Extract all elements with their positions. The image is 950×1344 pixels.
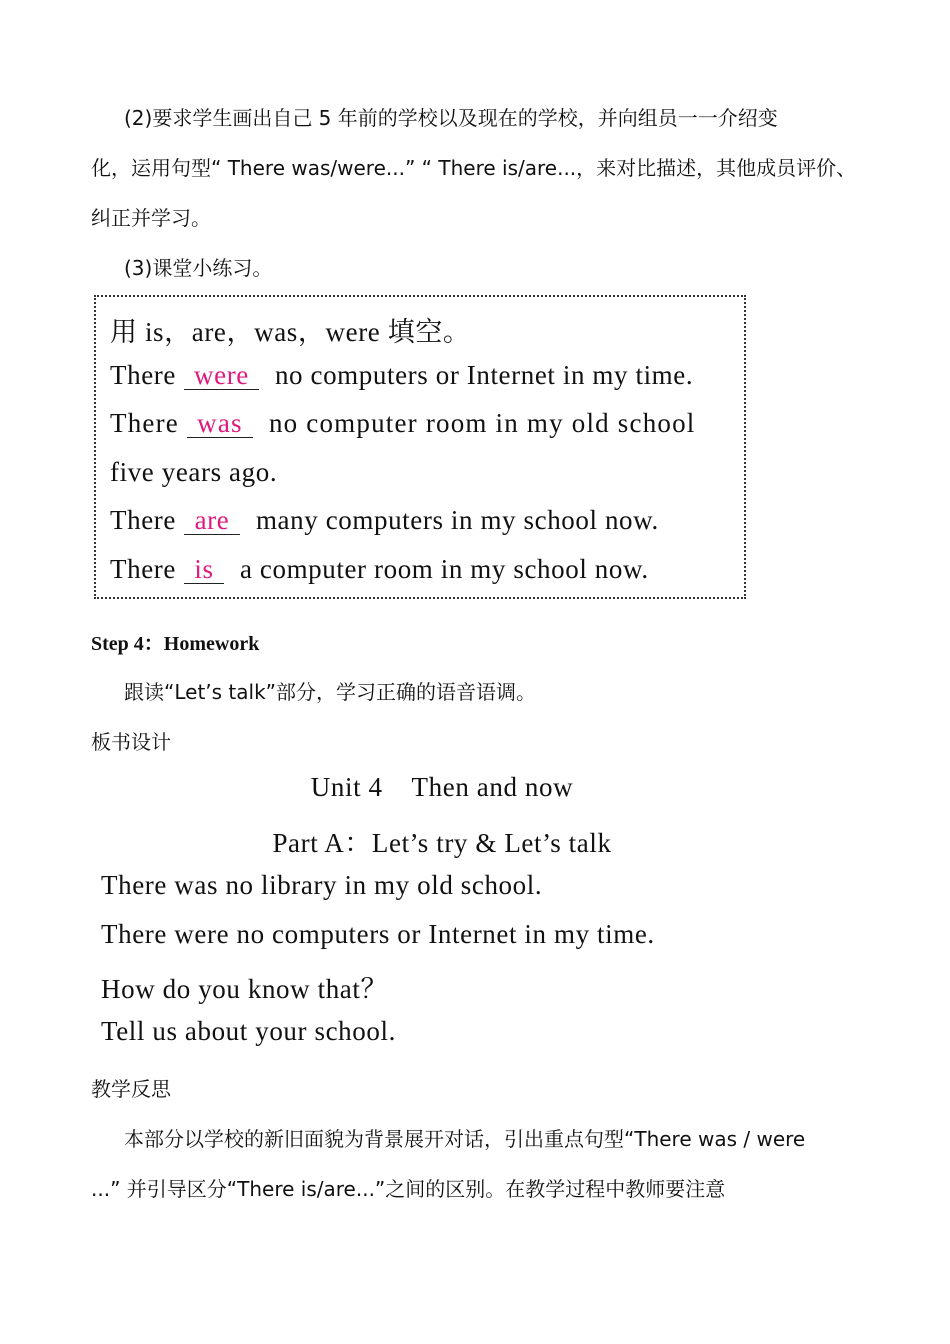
step2-line1: (2)要求学生画出自己 5 年前的学校以及现在的学校，并向组员一一介绍变 [124, 106, 778, 130]
answer-blank: was [187, 409, 253, 438]
board-heading: 板书设计 [91, 730, 171, 754]
exercise-item-2 [110, 408, 696, 439]
item-suffix: many computers in my school now. [255, 505, 659, 535]
reflection-line-2: ...” 并引导区分“There is/are...”之间的区别。在教学过程中教师要注意 [91, 1177, 726, 1201]
board-title-part: Part A：Let’s try & Let’s talk [272, 828, 612, 858]
exercise-item-1 [110, 360, 693, 391]
exercise-item-3 [110, 505, 659, 536]
step3-label: (3)课堂小练习。 [124, 256, 273, 280]
item-prefix: There [110, 505, 176, 535]
homework-heading: Step 4：Homework [91, 633, 260, 655]
reflection-heading: 教学反思 [91, 1077, 171, 1101]
answer-blank: are [184, 506, 240, 535]
answer-blank: is [184, 555, 224, 584]
homework-text: 跟读“Let’s talk”部分，学习正确的语音语调。 [124, 680, 537, 704]
item-prefix: There [110, 360, 176, 390]
item-suffix: no computer room in my old school [268, 408, 696, 438]
item-suffix: a computer room in my school now. [239, 554, 649, 584]
step2-line3: 纠正并学习。 [91, 206, 211, 230]
board-line-3: How do you know that？ [101, 974, 389, 1004]
exercise-item-2-cont: five years ago. [110, 457, 278, 487]
exercise-instruction: 用 is，are，was，were 填空。 [110, 317, 471, 347]
board-line-2: There were no computers or Internet in my time. [101, 919, 655, 949]
board-line-4: Tell us about your school. [101, 1016, 396, 1046]
board-title-unit: Unit 4 Then and now [310, 772, 574, 802]
answer-blank: were [184, 361, 259, 390]
step2-line2: 化，运用句型“ There was/were...” “ There is/are...，来对比描述，其他成员评价、 [91, 156, 857, 180]
board-line-1: There was no library in my old school. [101, 870, 543, 900]
item-prefix: There [110, 554, 176, 584]
exercise-item-4 [110, 554, 649, 585]
reflection-line-1: 本部分以学校的新旧面貌为背景展开对话，引出重点句型“There was / were [124, 1127, 806, 1151]
item-prefix: There [110, 408, 179, 438]
item-suffix: no computers or Internet in my time. [274, 360, 694, 390]
